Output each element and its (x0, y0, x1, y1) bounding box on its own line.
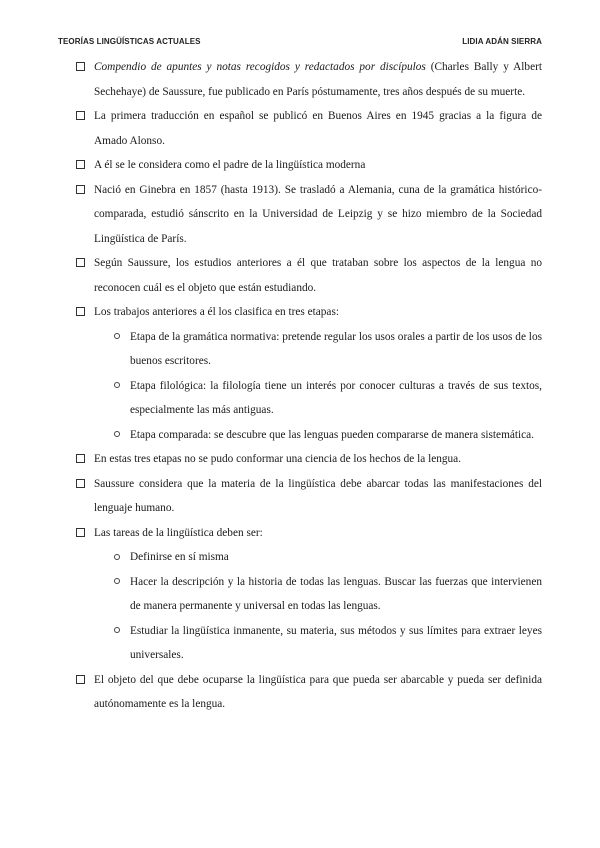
checkbox-icon[interactable] (76, 454, 85, 463)
item-text: Los trabajos anteriores a él los clasifica en tres etapas: (94, 306, 339, 318)
checklist-item (76, 472, 542, 521)
circle-bullet-icon (114, 431, 120, 437)
checkbox-icon[interactable] (76, 479, 85, 488)
sub-list-item (76, 374, 542, 423)
sub-list-item (76, 325, 542, 374)
item-text: (Charles Bally y Albert Sechehaye) de Saussure, fue publicado en París póstumamente, tres años después de su muerte. (94, 61, 542, 98)
sub-item-text: Estudiar la lingüística inmanente, su materia, sus métodos y sus límites para extraer leyes universales. (130, 624, 542, 661)
sub-item-text: Etapa filológica: la filología tiene un interés por conocer culturas a través de sus textos, especialmente las más antiguas. (130, 379, 542, 416)
checklist-item (76, 300, 542, 325)
sub-item-text: Etapa de la gramática normativa: pretende regular los usos orales a partir de los usos de los buenos escritores. (130, 330, 542, 367)
sub-item-text: Definirse en sí misma (130, 551, 229, 563)
checkbox-icon[interactable] (76, 675, 85, 684)
sub-list-item (76, 423, 542, 448)
item-text: En estas tres etapas no se pudo conformar una ciencia de los hechos de la lengua. (94, 453, 462, 465)
item-text: Las tareas de la lingüística deben ser: (94, 526, 263, 539)
header-course-title: TEORÍAS LINGÜÍSTICAS ACTUALES (58, 37, 201, 46)
circle-bullet-icon (114, 382, 120, 388)
checklist-item (76, 251, 542, 300)
sub-list-item (76, 619, 542, 668)
checkbox-icon[interactable] (76, 258, 85, 267)
checkbox-icon[interactable] (76, 307, 85, 316)
checkbox-icon[interactable] (76, 160, 85, 169)
circle-bullet-icon (114, 578, 120, 584)
checklist-item (76, 668, 542, 717)
checklist-item (76, 153, 542, 178)
sub-list-item (76, 545, 542, 570)
circle-bullet-icon (114, 554, 120, 560)
sub-item-text: Hacer la descripción y la historia de todas las lenguas. Buscar las fuerzas que intervienen de manera permanente y universal en todas las lenguas. (130, 575, 542, 612)
sub-list-item (76, 570, 542, 619)
circle-bullet-icon (114, 333, 120, 339)
checklist-content (76, 55, 542, 717)
header-author: LIDIA ADÁN SIERRA (462, 37, 542, 46)
circle-bullet-icon (114, 627, 120, 633)
checkbox-icon[interactable] (76, 528, 85, 537)
item-italic-title: Compendio de apuntes y notas recogidos y redactados por discípulos (94, 61, 426, 73)
checkbox-icon[interactable] (76, 185, 85, 194)
sub-item-text: Etapa comparada: se descubre que las lenguas pueden compararse de manera sistemática. (130, 428, 534, 441)
checklist-item (76, 178, 542, 252)
page-header (58, 37, 542, 46)
checklist-item (76, 447, 542, 472)
item-text: La primera traducción en español se publicó en Buenos Aires en 1945 gracias a la figura de Amado Alonso. (94, 110, 542, 147)
checkbox-icon[interactable] (76, 111, 85, 120)
item-text: El objeto del que debe ocuparse la lingüística para que pueda ser abarcable y pueda ser definida autónomamente es la lengua. (94, 673, 542, 710)
checklist-item (76, 55, 542, 104)
checkbox-icon[interactable] (76, 62, 85, 71)
checklist-item (76, 104, 542, 153)
checklist-item (76, 521, 542, 546)
item-text: A él se le considera como el padre de la lingüística moderna (94, 159, 366, 171)
item-text: Saussure considera que la materia de la lingüística debe abarcar todas las manifestaciones del lenguaje humano. (94, 477, 542, 514)
item-text: Nació en Ginebra en 1857 (hasta 1913). Se trasladó a Alemania, cuna de la gramática histórico-comparada, estudió sánscrito en la Universidad de Leipzig y se hizo miembro de la Sociedad Lingüística de París. (94, 183, 542, 245)
item-text: Según Saussure, los estudios anteriores a él que trataban sobre los aspectos de la lengua no reconocen cuál es el objeto que están estudiando. (94, 257, 542, 294)
